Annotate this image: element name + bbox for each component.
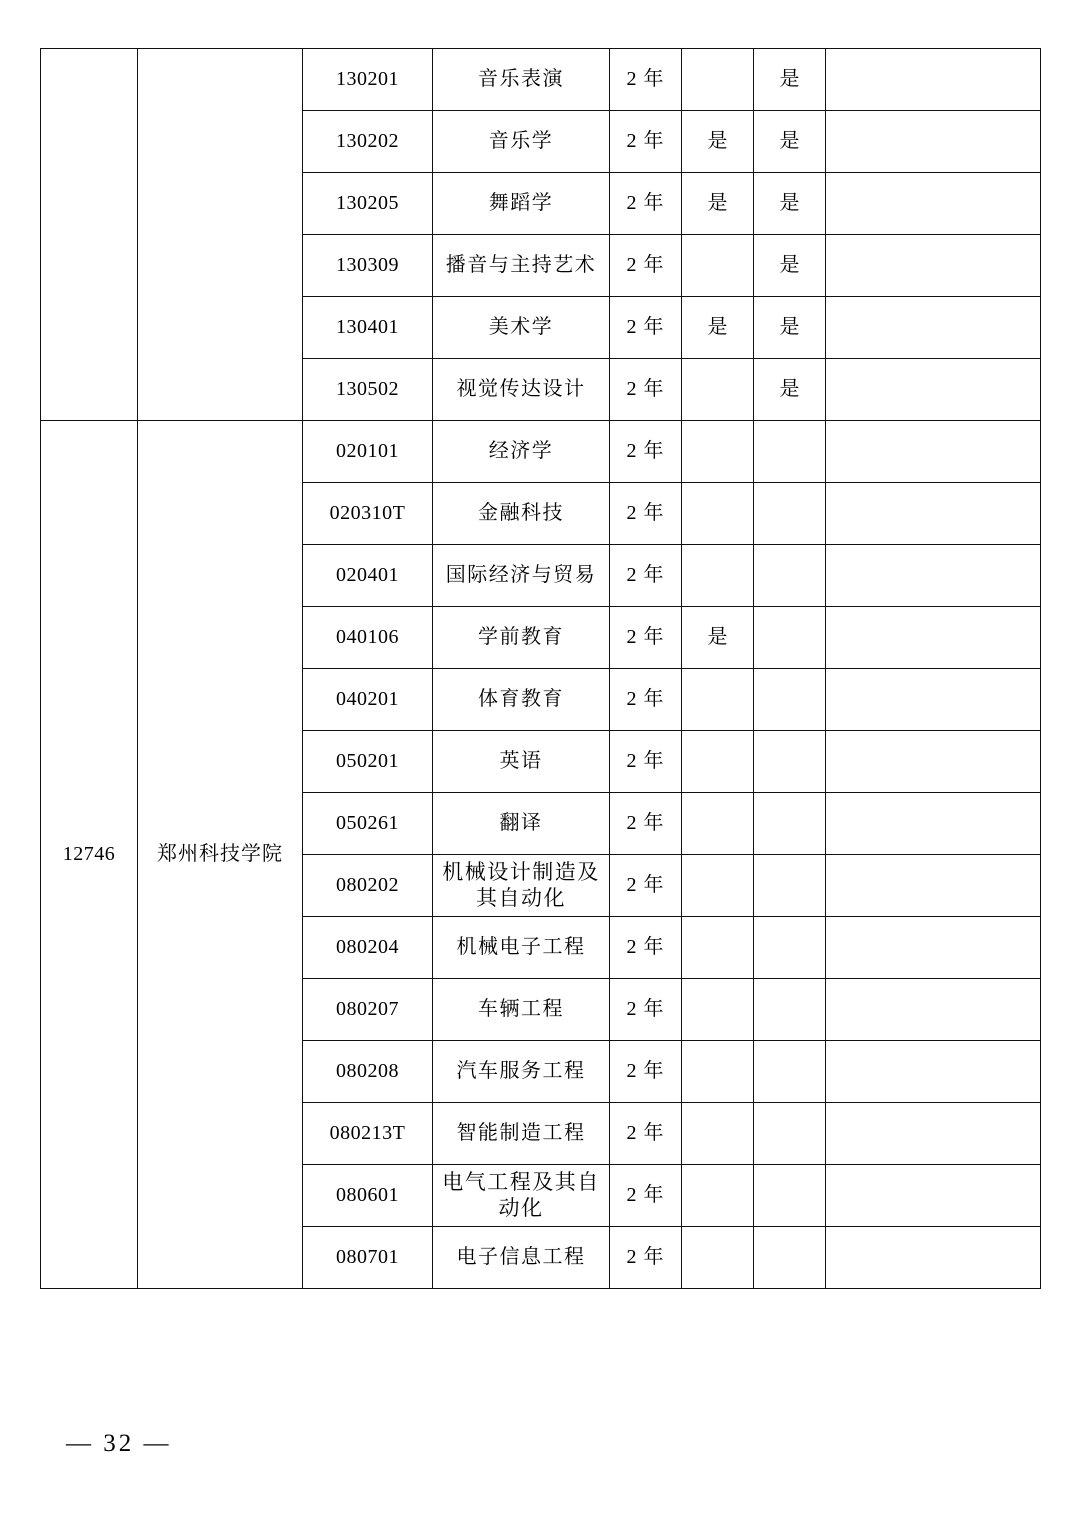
note-cell (826, 483, 1041, 545)
note-cell (826, 855, 1041, 917)
flag-column-1: 是 (682, 297, 754, 359)
note-cell (826, 1103, 1041, 1165)
study-years: 2 年 (610, 979, 682, 1041)
major-name-line-2: 动化 (498, 1195, 544, 1220)
note-cell (826, 421, 1041, 483)
major-name: 视觉传达设计 (433, 359, 610, 421)
major-code: 130502 (303, 359, 433, 421)
flag-column-1 (682, 669, 754, 731)
major-name: 播音与主持艺术 (433, 235, 610, 297)
note-cell (826, 545, 1041, 607)
study-years: 2 年 (610, 793, 682, 855)
major-name: 学前教育 (433, 607, 610, 669)
flag-column-2 (754, 917, 826, 979)
flag-column-1 (682, 1165, 754, 1227)
flag-column-1 (682, 235, 754, 297)
study-years: 2 年 (610, 669, 682, 731)
major-name: 电子信息工程 (433, 1227, 610, 1289)
flag-column-2 (754, 669, 826, 731)
flag-column-2 (754, 483, 826, 545)
flag-column-2 (754, 421, 826, 483)
flag-column-1 (682, 917, 754, 979)
flag-column-1: 是 (682, 173, 754, 235)
major-code: 130309 (303, 235, 433, 297)
school-code-cell-continued (41, 49, 138, 421)
major-name: 美术学 (433, 297, 610, 359)
study-years: 2 年 (610, 421, 682, 483)
major-name (433, 855, 610, 917)
flag-column-1 (682, 49, 754, 111)
study-years: 2 年 (610, 49, 682, 111)
major-code: 020401 (303, 545, 433, 607)
flag-column-1 (682, 545, 754, 607)
major-name: 翻译 (433, 793, 610, 855)
major-code: 130202 (303, 111, 433, 173)
major-code: 080204 (303, 917, 433, 979)
note-cell (826, 731, 1041, 793)
major-code: 020101 (303, 421, 433, 483)
table-row (41, 421, 1041, 483)
study-years: 2 年 (610, 1041, 682, 1103)
flag-column-2 (754, 1041, 826, 1103)
note-cell (826, 793, 1041, 855)
flag-column-2 (754, 979, 826, 1041)
note-cell (826, 173, 1041, 235)
major-code: 080601 (303, 1165, 433, 1227)
note-cell (826, 111, 1041, 173)
flag-column-2: 是 (754, 359, 826, 421)
flag-column-2 (754, 1227, 826, 1289)
study-years: 2 年 (610, 855, 682, 917)
study-years: 2 年 (610, 483, 682, 545)
note-cell (826, 49, 1041, 111)
study-years: 2 年 (610, 607, 682, 669)
flag-column-1 (682, 421, 754, 483)
study-years: 2 年 (610, 111, 682, 173)
page-number: — 32 — (66, 1430, 172, 1457)
note-cell (826, 979, 1041, 1041)
majors-table (40, 48, 1041, 1289)
flag-column-2 (754, 1165, 826, 1227)
major-name-line-1: 电气工程及其自 (442, 1170, 600, 1195)
major-name: 音乐表演 (433, 49, 610, 111)
major-code: 020310T (303, 483, 433, 545)
major-name: 音乐学 (433, 111, 610, 173)
note-cell (826, 669, 1041, 731)
major-code: 080213T (303, 1103, 433, 1165)
study-years: 2 年 (610, 731, 682, 793)
major-code: 050261 (303, 793, 433, 855)
study-years: 2 年 (610, 545, 682, 607)
major-name: 经济学 (433, 421, 610, 483)
major-code: 080207 (303, 979, 433, 1041)
major-name: 智能制造工程 (433, 1103, 610, 1165)
school-code-cell: 12746 (41, 421, 138, 1289)
study-years: 2 年 (610, 297, 682, 359)
flag-column-2: 是 (754, 297, 826, 359)
major-code: 080202 (303, 855, 433, 917)
study-years: 2 年 (610, 1165, 682, 1227)
flag-column-2 (754, 731, 826, 793)
flag-column-2 (754, 607, 826, 669)
major-name: 体育教育 (433, 669, 610, 731)
study-years: 2 年 (610, 1103, 682, 1165)
major-name: 英语 (433, 731, 610, 793)
major-code: 130201 (303, 49, 433, 111)
note-cell (826, 607, 1041, 669)
flag-column-1 (682, 855, 754, 917)
note-cell (826, 1165, 1041, 1227)
major-name: 机械电子工程 (433, 917, 610, 979)
flag-column-1 (682, 1227, 754, 1289)
flag-column-2 (754, 545, 826, 607)
flag-column-2: 是 (754, 111, 826, 173)
major-code: 130401 (303, 297, 433, 359)
major-name: 国际经济与贸易 (433, 545, 610, 607)
note-cell (826, 917, 1041, 979)
major-name (433, 1165, 610, 1227)
flag-column-1 (682, 979, 754, 1041)
flag-column-1 (682, 731, 754, 793)
flag-column-1 (682, 1041, 754, 1103)
flag-column-1: 是 (682, 111, 754, 173)
flag-column-1 (682, 1103, 754, 1165)
note-cell (826, 297, 1041, 359)
flag-column-1 (682, 359, 754, 421)
major-name: 车辆工程 (433, 979, 610, 1041)
study-years: 2 年 (610, 173, 682, 235)
flag-column-2: 是 (754, 235, 826, 297)
study-years: 2 年 (610, 359, 682, 421)
school-name-cell-continued (138, 49, 303, 421)
major-code: 050201 (303, 731, 433, 793)
major-name: 汽车服务工程 (433, 1041, 610, 1103)
major-code: 080208 (303, 1041, 433, 1103)
table-row (41, 49, 1041, 111)
study-years: 2 年 (610, 235, 682, 297)
major-name: 舞蹈学 (433, 173, 610, 235)
major-name-line-2: 其自动化 (476, 885, 566, 910)
flag-column-1: 是 (682, 607, 754, 669)
note-cell (826, 235, 1041, 297)
major-code: 130205 (303, 173, 433, 235)
study-years: 2 年 (610, 1227, 682, 1289)
major-name: 金融科技 (433, 483, 610, 545)
note-cell (826, 1041, 1041, 1103)
note-cell (826, 359, 1041, 421)
major-code: 040106 (303, 607, 433, 669)
school-name-cell: 郑州科技学院 (138, 421, 303, 1289)
note-cell (826, 1227, 1041, 1289)
flag-column-2: 是 (754, 49, 826, 111)
major-code: 040201 (303, 669, 433, 731)
flag-column-2 (754, 793, 826, 855)
flag-column-2: 是 (754, 173, 826, 235)
flag-column-2 (754, 1103, 826, 1165)
flag-column-2 (754, 855, 826, 917)
flag-column-1 (682, 793, 754, 855)
major-name-line-1: 机械设计制造及 (442, 860, 600, 885)
study-years: 2 年 (610, 917, 682, 979)
major-code: 080701 (303, 1227, 433, 1289)
flag-column-1 (682, 483, 754, 545)
